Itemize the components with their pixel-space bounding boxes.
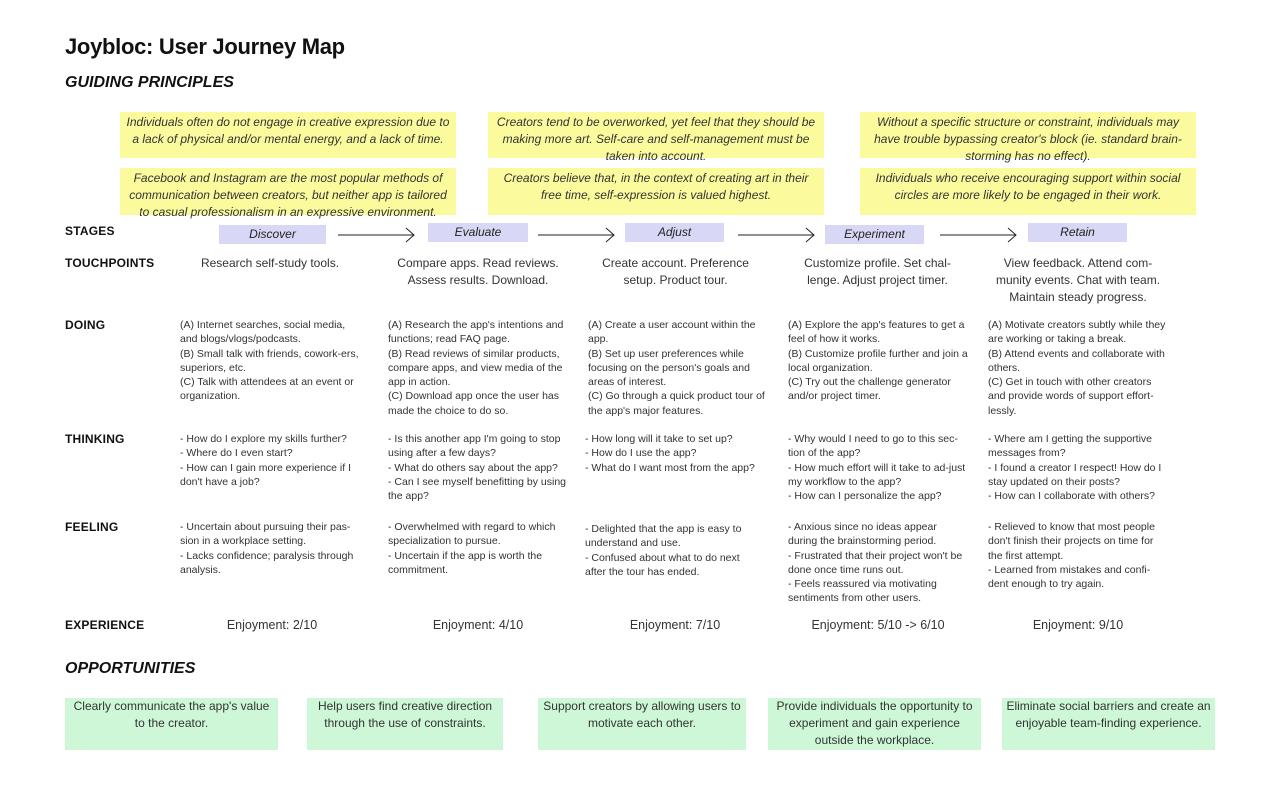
row-label-touchpoints: TOUCHPOINTS [65,256,155,270]
opportunities-heading: OPPORTUNITIES [65,660,196,677]
doing-evaluate: (A) Research the app's intentions and functions; read FAQ page. (B) Read reviews of similar products, compare apps, and view media of the app in action. (C) Download app once the user has made the choice to do so. [388,319,564,417]
thinking-evaluate: - Is this another app I'm going to stop using after a few days? - What do others say about the app? - Can I see myself benefitting by using the app? [388,433,567,503]
opportunity-sticky: Eliminate social barriers and create an enjoyable team-finding experience. [1002,698,1215,750]
principle-sticky: Individuals who receive encouraging support within social circles are more likely to be engaged in their work. [860,168,1196,215]
principle-sticky: Creators tend to be overworked, yet feel that they should be making more art. Self-care and self-management must be taken into account. [488,112,824,158]
opportunity-sticky: Provide individuals the opportunity to experiment and gain experience outside the workplace. [768,698,981,750]
row-label-doing: DOING [65,318,106,332]
right-arrow-icon [940,225,1020,245]
doing-adjust: (A) Create a user account within the app. (B) Set up user preferences while focusing on the person's goals and areas of interest. (C) Go through a quick product tour of the app's major features. [588,319,765,417]
thinking-retain: - Where am I getting the supportive messages from? - I found a creator I respect! How do I stay updated on their posts? - How can I collaborate with others? [988,433,1162,503]
right-arrow-icon [338,225,418,245]
principle-sticky: Facebook and Instagram are the most popular methods of communication between creators, but neither app is tailored to casual professionalism in an expressive environment. [120,168,456,215]
feeling-retain: - Relieved to know that most people don't finish their projects on time for the first attempt. - Learned from mistakes and confi-dent enough to try again. [988,521,1155,591]
touchpoint-evaluate: Compare apps. Read reviews. Assess results. Download. [397,256,559,287]
experience-experiment: Enjoyment: 5/10 -> 6/10 [811,618,945,632]
feeling-discover: - Uncertain about pursuing their pas-sion in a workplace setting. - Lacks confidence; paralysis through analysis. [180,521,354,576]
page-title: Joybloc: User Journey Map [65,34,345,59]
touchpoint-discover: Research self-study tools. [200,256,340,270]
feeling-adjust: - Delighted that the app is easy to understand and use. - Confused about what to do next after the tour has ended. [585,523,742,578]
experience-discover: Enjoyment: 2/10 [226,618,318,632]
feeling-evaluate: - Overwhelmed with regard to which specialization to pursue. - Uncertain if the app is worth the commitment. [388,521,556,576]
experience-retain: Enjoyment: 9/10 [1032,618,1124,632]
stage-evaluate: Evaluate [428,223,528,242]
right-arrow-icon [738,225,818,245]
feeling-experiment: - Anxious since no ideas appear during the brainstorming period. - Frustrated that their project won't be done once time runs out. - Feels reassured via motivating sentiments from other users. [788,521,963,605]
stage-discover: Discover [219,225,326,244]
row-label-feeling: FEELING [65,520,119,534]
stage-adjust: Adjust [625,223,724,242]
stage-experiment: Experiment [825,225,924,244]
touchpoint-experiment: Customize profile. Set chal-lenge. Adjust project timer. [804,256,951,287]
experience-adjust: Enjoyment: 7/10 [629,618,721,632]
row-label-experience: EXPERIENCE [65,618,145,632]
stage-retain: Retain [1028,223,1127,242]
right-arrow-icon [538,225,618,245]
principle-sticky: Without a specific structure or constraint, individuals may have trouble bypassing creator's block (ie. standard brain-storming has no effect). [860,112,1196,158]
experience-evaluate: Enjoyment: 4/10 [432,618,524,632]
thinking-experiment: - Why would I need to go to this sec-tion of the app? - How much effort will it take to ad-just my workflow to the app? - How can I personalize the app? [788,433,966,503]
touchpoint-adjust: Create account. Preference setup. Product tour. [602,256,749,287]
thinking-adjust: - How long will it take to set up? - How do I use the app? - What do I want most from the app? [585,433,755,474]
opportunity-sticky: Clearly communicate the app's value to the creator. [65,698,278,750]
row-label-thinking: THINKING [65,432,125,446]
doing-discover: (A) Internet searches, social media, and blogs/vlogs/podcasts. (B) Small talk with friends, cowork-ers, superiors, etc. (C) Talk with attendees at an event or organization. [180,319,359,403]
principle-sticky: Creators believe that, in the context of creating art in their free time, self-expression is valued highest. [488,168,824,215]
doing-experiment: (A) Explore the app's features to get a feel of how it works. (B) Customize profile further and join a local organization. (C) Try out the challenge generator and/or project timer. [788,319,968,403]
touchpoint-retain: View feedback. Attend com-munity events. Chat with team. Maintain steady progress. [995,256,1161,304]
opportunity-sticky: Support creators by allowing users to motivate each other. [538,698,746,750]
principle-sticky: Individuals often do not engage in creative expression due to a lack of physical and/or mental energy, and a lack of time. [120,112,456,158]
thinking-discover: - How do I explore my skills further? - Where do I even start? - How can I gain more experience if I don't have a job? [180,433,351,488]
doing-retain: (A) Motivate creators subtly while they are working or taking a break. (B) Attend events and collaborate with others. (C) Get in touch with other creators and provide words of support effort-lessly. [988,319,1166,417]
opportunity-sticky: Help users find creative direction through the use of constraints. [307,698,503,750]
row-label-stages: STAGES [65,224,115,238]
guiding-principles-heading: GUIDING PRINCIPLES [65,74,234,91]
